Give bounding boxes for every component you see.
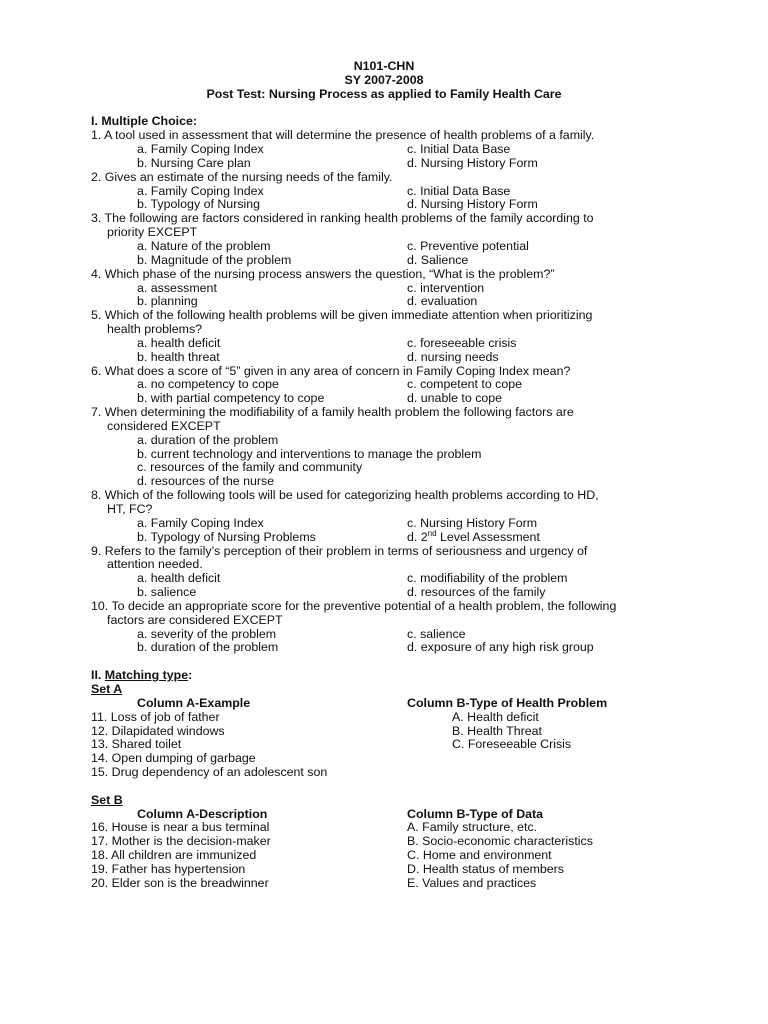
- option: c. foreseeable crisis: [407, 335, 517, 350]
- course-code: N101-CHN: [353, 59, 415, 73]
- option: a. Family Coping Index: [137, 515, 264, 530]
- option: a. Family Coping Index: [137, 142, 264, 157]
- matching-item: 18. All children are immunized: [91, 848, 257, 863]
- option: a. severity of the problem: [137, 626, 277, 641]
- document-page: [0, 60, 768, 891]
- set-b-label: Set B: [91, 792, 123, 807]
- question-7-cont: considered EXCEPT: [107, 418, 221, 433]
- question-7: 7. When determining the modifiability of a family health problem the following factors are: [91, 405, 574, 420]
- question-2: 2. Gives an estimate of the nursing needs of the family.: [91, 169, 393, 184]
- question-6: 6. What does a score of “5” given in any area of concern in Family Coping Index mean?: [91, 363, 571, 378]
- matching-item: 20. Elder son is the breadwinner: [91, 875, 269, 890]
- option: b. Typology of Nursing Problems: [137, 529, 316, 544]
- option: b. Nursing Care plan: [137, 155, 251, 170]
- option: c. Initial Data Base: [407, 183, 511, 198]
- option: a. duration of the problem: [137, 432, 279, 447]
- option: d. Salience: [407, 252, 469, 267]
- matching-item: 17. Mother is the decision-maker: [91, 834, 271, 849]
- option: a. health deficit: [137, 335, 221, 350]
- question-5-cont: health problems?: [107, 322, 203, 337]
- matching-choice: C. Foreseeable Crisis: [452, 737, 572, 752]
- option: a. assessment: [137, 280, 217, 295]
- set-a-col-a-header: Column A-Example: [137, 695, 251, 710]
- option: d. unable to cope: [407, 391, 503, 406]
- multiple-choice-questions: [0, 129, 768, 655]
- matching-choice: E. Values and practices: [407, 875, 537, 890]
- option: d. resources of the family: [407, 585, 546, 600]
- matching-item: 14. Open dumping of garbage: [91, 751, 256, 766]
- option: b. health threat: [137, 349, 220, 364]
- option: c. resources of the family and community: [137, 460, 363, 475]
- matching-choice: A. Health deficit: [452, 709, 539, 724]
- option: b. current technology and interventions to manage the problem: [137, 446, 482, 461]
- set-b-col-a-header: Column A-Description: [137, 806, 268, 821]
- matching-item: 11. Loss of job of father: [91, 709, 220, 724]
- question-8-cont: HT, FC?: [107, 502, 153, 516]
- option: d. nursing needs: [407, 349, 499, 364]
- option: b. Magnitude of the problem: [137, 252, 292, 267]
- option: b. with partial competency to cope: [137, 391, 325, 406]
- option: a. Family Coping Index: [137, 183, 264, 198]
- option: a. Nature of the problem: [137, 238, 271, 253]
- question-3-cont: priority EXCEPT: [107, 225, 198, 240]
- option: c. Preventive potential: [407, 238, 529, 253]
- set-b-col-b-header: Column B-Type of Data: [407, 806, 544, 821]
- option: b. duration of the problem: [137, 640, 279, 655]
- option: b. salience: [137, 585, 197, 600]
- question-1: 1. A tool used in assessment that will determine the presence of health problems of a family.: [91, 128, 595, 143]
- option: d. Nursing History Form: [407, 155, 538, 170]
- question-10: 10. To decide an appropriate score for the preventive potential of a health problem, the following: [91, 598, 617, 613]
- option: c. Nursing History Form: [407, 515, 538, 530]
- matching-item: 16. House is near a bus terminal: [91, 820, 270, 835]
- option: d. resources of the nurse: [137, 474, 275, 489]
- option: a. health deficit: [137, 571, 221, 586]
- matching-item: 13. Shared toilet: [91, 737, 182, 752]
- question-4: 4. Which phase of the nursing process answers the question, “What is the problem?”: [91, 266, 555, 281]
- question-3: 3. The following are factors considered in ranking health problems of the family according to: [91, 211, 594, 226]
- option: c. intervention: [407, 280, 485, 295]
- option: d. exposure of any high risk group: [407, 640, 594, 655]
- matching-choice: A. Family structure, etc.: [407, 820, 538, 835]
- option: a. no competency to cope: [137, 377, 279, 392]
- question-10-cont: factors are considered EXCEPT: [107, 612, 283, 627]
- option: d. evaluation: [407, 294, 478, 309]
- option: c. Initial Data Base: [407, 142, 511, 157]
- question-9-cont: attention needed.: [107, 557, 203, 572]
- test-title: Post Test: Nursing Process as applied to Family Health Care: [206, 86, 562, 101]
- question-5: 5. Which of the following health problems will be given immediate attention when prioritizing: [91, 308, 593, 323]
- option: b. planning: [137, 294, 198, 309]
- part2-heading: II. Matching type:: [91, 668, 193, 683]
- option: d. Nursing History Form: [407, 197, 538, 212]
- matching-item: 15. Drug dependency of an adolescent son: [91, 765, 328, 780]
- matching-item: 19. Father has hypertension: [91, 861, 246, 876]
- part1-heading: I. Multiple Choice:: [91, 114, 198, 129]
- question-8: 8. Which of the following tools will be used for categorizing health problems according to HD,: [91, 488, 599, 503]
- matching-choice: B. Health Threat: [452, 723, 542, 738]
- option: c. competent to cope: [407, 377, 523, 392]
- matching-choice: D. Health status of members: [407, 861, 565, 876]
- matching-choice: B. Socio-economic characteristics: [407, 834, 593, 849]
- set-a-col-b-header: Column B-Type of Health Problem: [407, 695, 608, 710]
- option: b. Typology of Nursing: [137, 197, 261, 212]
- school-year: SY 2007-2008: [344, 72, 424, 87]
- set-a-label: Set A: [91, 681, 123, 696]
- option: c. modifiability of the problem: [407, 571, 568, 586]
- matching-item: 12. Dilapidated windows: [91, 723, 225, 738]
- question-9: 9. Refers to the family’s perception of their problem in terms of seriousness and urgency of: [91, 543, 588, 558]
- matching-choice: C. Home and environment: [407, 848, 552, 863]
- option: d. 2nd Level Assessment: [407, 528, 540, 544]
- option: c. salience: [407, 626, 466, 641]
